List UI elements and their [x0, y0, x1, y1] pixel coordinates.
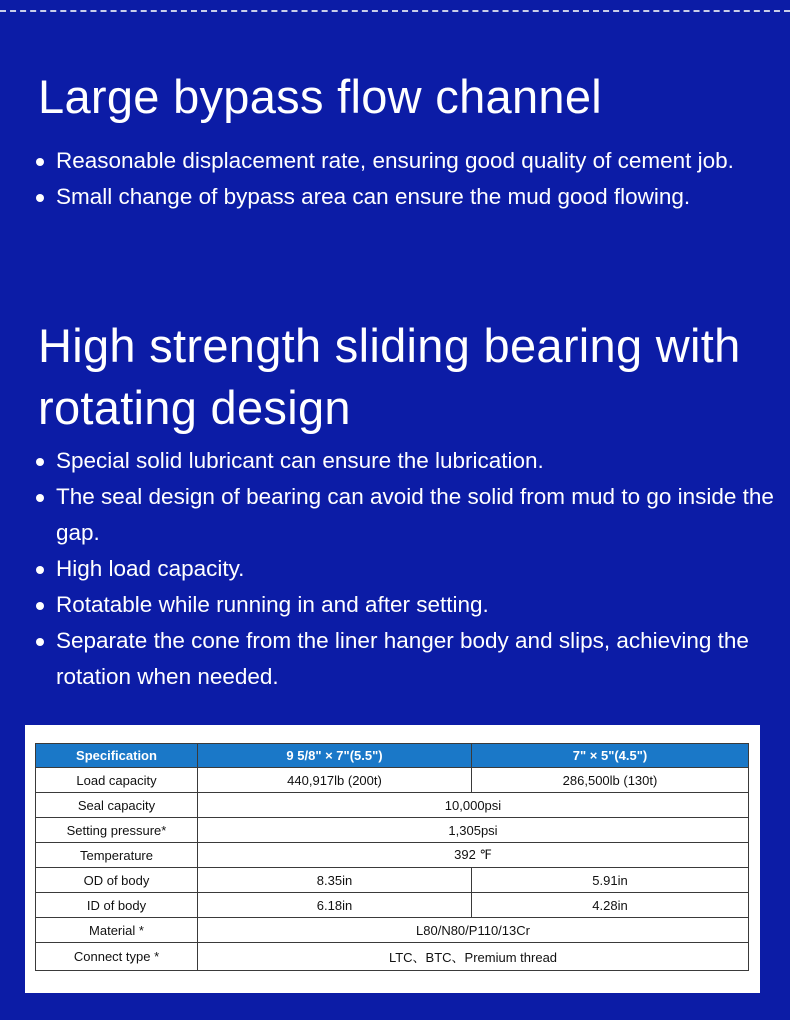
table-row	[36, 818, 749, 843]
table-row	[36, 793, 749, 818]
row-label: Material *	[36, 918, 198, 943]
table-row	[36, 843, 749, 868]
bullet-dot-icon	[36, 602, 44, 610]
row-label: OD of body	[36, 868, 198, 893]
table-row	[36, 893, 749, 918]
row-label: Temperature	[36, 843, 198, 868]
specification-table	[35, 743, 749, 971]
cell-value: L80/N80/P110/13Cr	[198, 918, 749, 943]
cell-value: 440,917lb (200t)	[198, 768, 472, 793]
list-item: Rotatable while running in and after setting.	[36, 587, 786, 623]
list-item: Separate the cone from the liner hanger body and slips, achieving the rotation when needed.	[36, 623, 786, 695]
list-item: Reasonable displacement rate, ensuring good quality of cement job.	[36, 143, 786, 179]
section-title-bearing: High strength sliding bearing with rotating design	[38, 319, 741, 434]
bullet-dot-icon	[36, 158, 44, 166]
bullet-dot-icon	[36, 458, 44, 466]
header-specification: Specification	[36, 744, 198, 768]
bullet-dot-icon	[36, 494, 44, 502]
section-title-bypass: Large bypass flow channel	[38, 70, 603, 123]
cell-value: 1,305psi	[198, 818, 749, 843]
cell-value: 10,000psi	[198, 793, 749, 818]
cell-value: LTC、BTC、Premium thread	[198, 943, 749, 971]
table-row	[36, 943, 749, 971]
table-row	[36, 918, 749, 943]
header-size-a: 9 5/8" × 7"(5.5")	[198, 744, 472, 768]
bullet-dot-icon	[36, 566, 44, 574]
table-header-row	[36, 744, 749, 768]
table-row	[36, 868, 749, 893]
row-label: Seal capacity	[36, 793, 198, 818]
header-size-b: 7" × 5"(4.5")	[472, 744, 749, 768]
table-row	[36, 768, 749, 793]
bullet-dot-icon	[36, 638, 44, 646]
cell-value: 6.18in	[198, 893, 472, 918]
bullet-dot-icon	[36, 194, 44, 202]
bypass-feature-list	[36, 143, 786, 215]
cell-value: 8.35in	[198, 868, 472, 893]
list-item: Small change of bypass area can ensure the mud good flowing.	[36, 179, 786, 215]
list-item: The seal design of bearing can avoid the solid from mud to go inside the gap.	[36, 479, 786, 551]
top-dashed-divider	[0, 10, 790, 12]
list-item: Special solid lubricant can ensure the lubrication.	[36, 443, 786, 479]
row-label: Connect type *	[36, 943, 198, 971]
cell-value: 392 ℉	[198, 843, 749, 868]
row-label: Setting pressure*	[36, 818, 198, 843]
cell-value: 286,500lb (130t)	[472, 768, 749, 793]
row-label: ID of body	[36, 893, 198, 918]
list-item: High load capacity.	[36, 551, 786, 587]
spec-table-card	[25, 725, 760, 993]
cell-value: 4.28in	[472, 893, 749, 918]
bearing-feature-list	[36, 443, 786, 695]
row-label: Load capacity	[36, 768, 198, 793]
cell-value: 5.91in	[472, 868, 749, 893]
